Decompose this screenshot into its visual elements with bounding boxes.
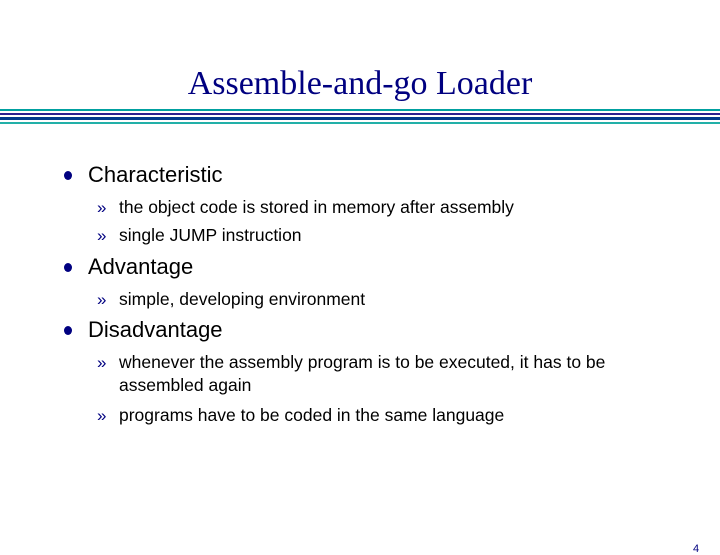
divider-line — [0, 113, 720, 115]
bullet-dot-icon — [64, 263, 72, 272]
sub-bullet-item — [97, 351, 659, 397]
sub-bullet-text: single JUMP instruction — [119, 225, 302, 245]
slide-title: Assemble-and-go Loader — [187, 65, 533, 102]
divider-line — [0, 122, 720, 124]
sub-bullet-marker-icon: » — [97, 198, 107, 217]
sub-bullet-text: simple, developing environment — [119, 289, 366, 309]
page-number: 4 — [693, 543, 700, 555]
bullet-label: Characteristic — [88, 162, 223, 187]
bullet-item — [64, 162, 222, 188]
sub-bullet-marker-icon: » — [97, 290, 107, 309]
bullet-item — [64, 317, 223, 343]
sub-bullet-text: the object code is stored in memory after assembly — [119, 197, 514, 217]
sub-bullet-marker-icon: » — [97, 226, 107, 245]
bullet-label: Disadvantage — [88, 317, 223, 342]
sub-bullet-item — [97, 404, 504, 427]
divider-line — [0, 117, 720, 120]
sub-bullet-text: programs have to be coded in the same language — [119, 405, 505, 425]
sub-bullet-marker-icon: » — [97, 353, 107, 372]
bullet-dot-icon — [64, 326, 72, 335]
divider-line — [0, 109, 720, 111]
bullet-label: Advantage — [88, 254, 194, 279]
bullet-item — [64, 254, 193, 280]
bullet-dot-icon — [64, 171, 72, 180]
title-divider — [0, 109, 720, 124]
sub-bullet-marker-icon: » — [97, 406, 107, 425]
sub-bullet-text: whenever the assembly program is to be executed, it has to be assembled again — [119, 352, 606, 395]
sub-bullet-item — [97, 224, 302, 247]
sub-bullet-item — [97, 288, 365, 311]
sub-bullet-item — [97, 196, 514, 219]
